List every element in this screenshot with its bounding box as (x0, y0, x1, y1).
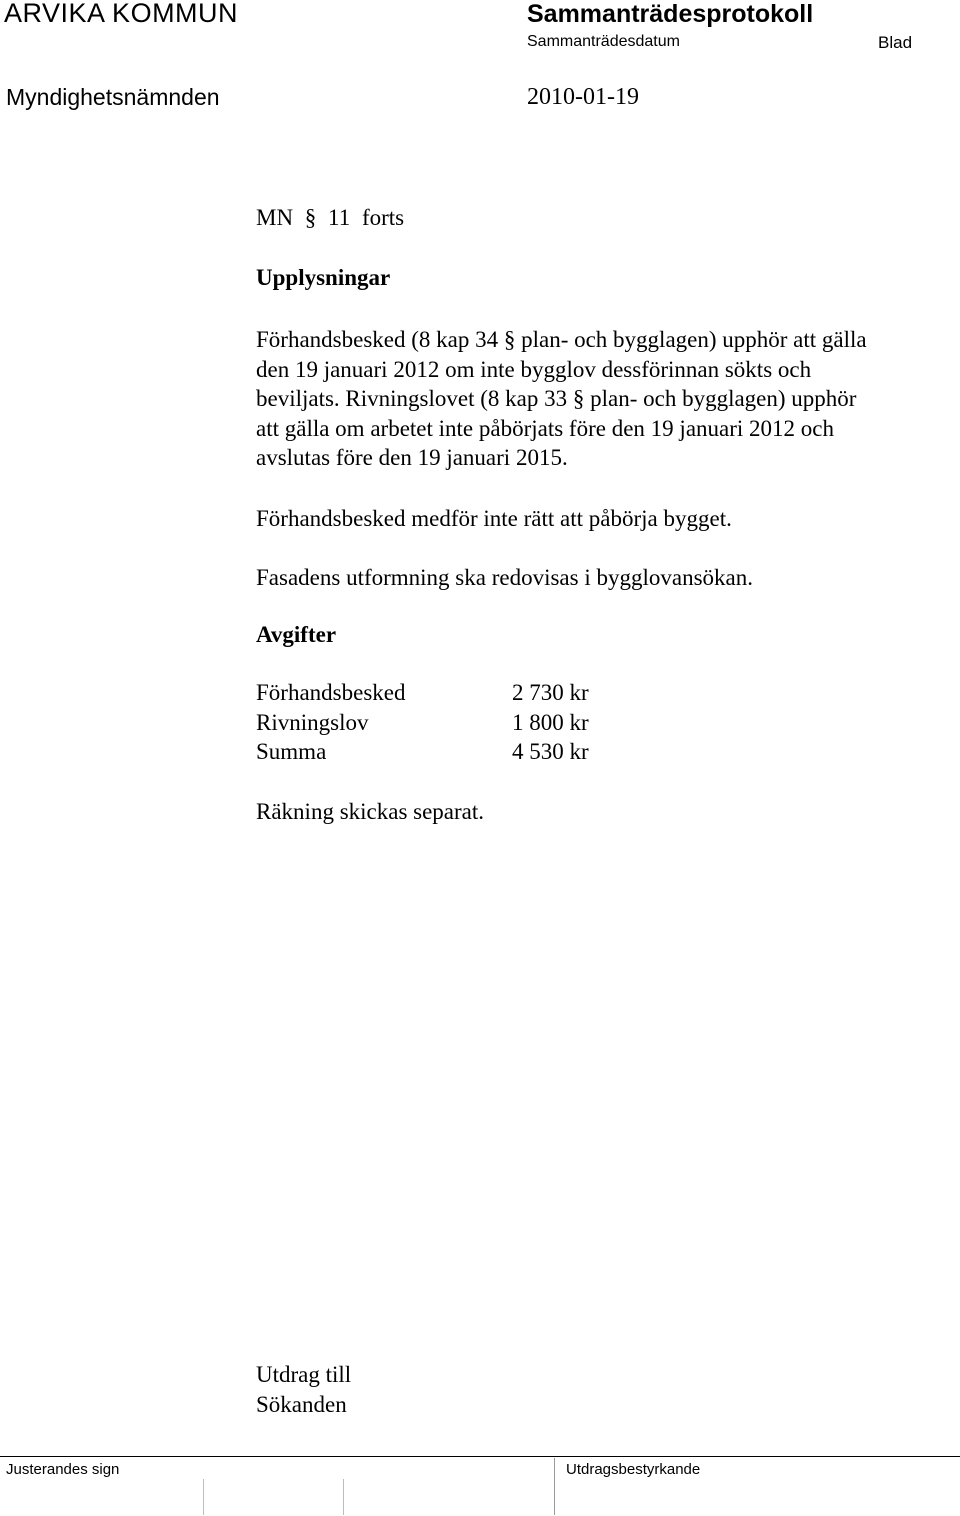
signature-label: Justerandes sign (6, 1461, 120, 1478)
extract-recipient: Sökanden (256, 1392, 347, 1417)
fee-amount: 2 730 kr (512, 680, 589, 705)
certification-label: Utdragsbestyrkande (566, 1461, 701, 1478)
meeting-date-label: Sammanträdesdatum (527, 33, 680, 50)
municipality-name: ARVIKA KOMMUN (4, 0, 239, 28)
information-heading: Upplysningar (256, 265, 391, 290)
fee-label: Summa (256, 739, 327, 764)
board-name: Myndighetsnämnden (6, 84, 220, 110)
paragraph-line: avslutas före den 19 januari 2015. (256, 445, 568, 470)
facade-paragraph: Fasadens utformning ska redovisas i bygglovansökan. (256, 565, 753, 590)
signature-box-divider (343, 1479, 344, 1515)
paragraph-line: den 19 januari 2012 om inte bygglov dessförinnan sökts och (256, 356, 812, 382)
document-type-title: Sammanträdesprotokoll (527, 0, 814, 28)
paragraph-line: beviljats. Rivningslovet (8 kap 33 § plan- och bygglagen) upphör (256, 386, 857, 411)
advance-notice-paragraph: Förhandsbesked medför inte rätt att påbörja bygget. (256, 506, 732, 531)
invoice-note: Räkning skickas separat. (256, 799, 485, 824)
signature-box-divider (203, 1479, 204, 1515)
fee-amount: 4 530 kr (512, 739, 589, 764)
footer-divider (0, 1456, 960, 1457)
fee-label: Rivningslov (256, 710, 369, 735)
fees-heading: Avgifter (256, 622, 337, 647)
fee-amount: 1 800 kr (512, 710, 589, 735)
extract-to-label: Utdrag till (256, 1362, 352, 1387)
footer-section-divider (554, 1458, 555, 1515)
paragraph-line: Förhandsbesked (8 kap 34 § plan- och bygglagen) upphör att gälla (256, 327, 867, 352)
paragraph-line: att gälla om arbetet inte påbörjats före den 19 januari 2012 och (256, 415, 834, 441)
case-reference: MN § 11 forts (256, 205, 405, 230)
information-paragraph (256, 325, 867, 473)
fee-label: Förhandsbesked (256, 680, 406, 705)
page-label: Blad (878, 33, 913, 52)
meeting-date: 2010-01-19 (527, 84, 639, 110)
